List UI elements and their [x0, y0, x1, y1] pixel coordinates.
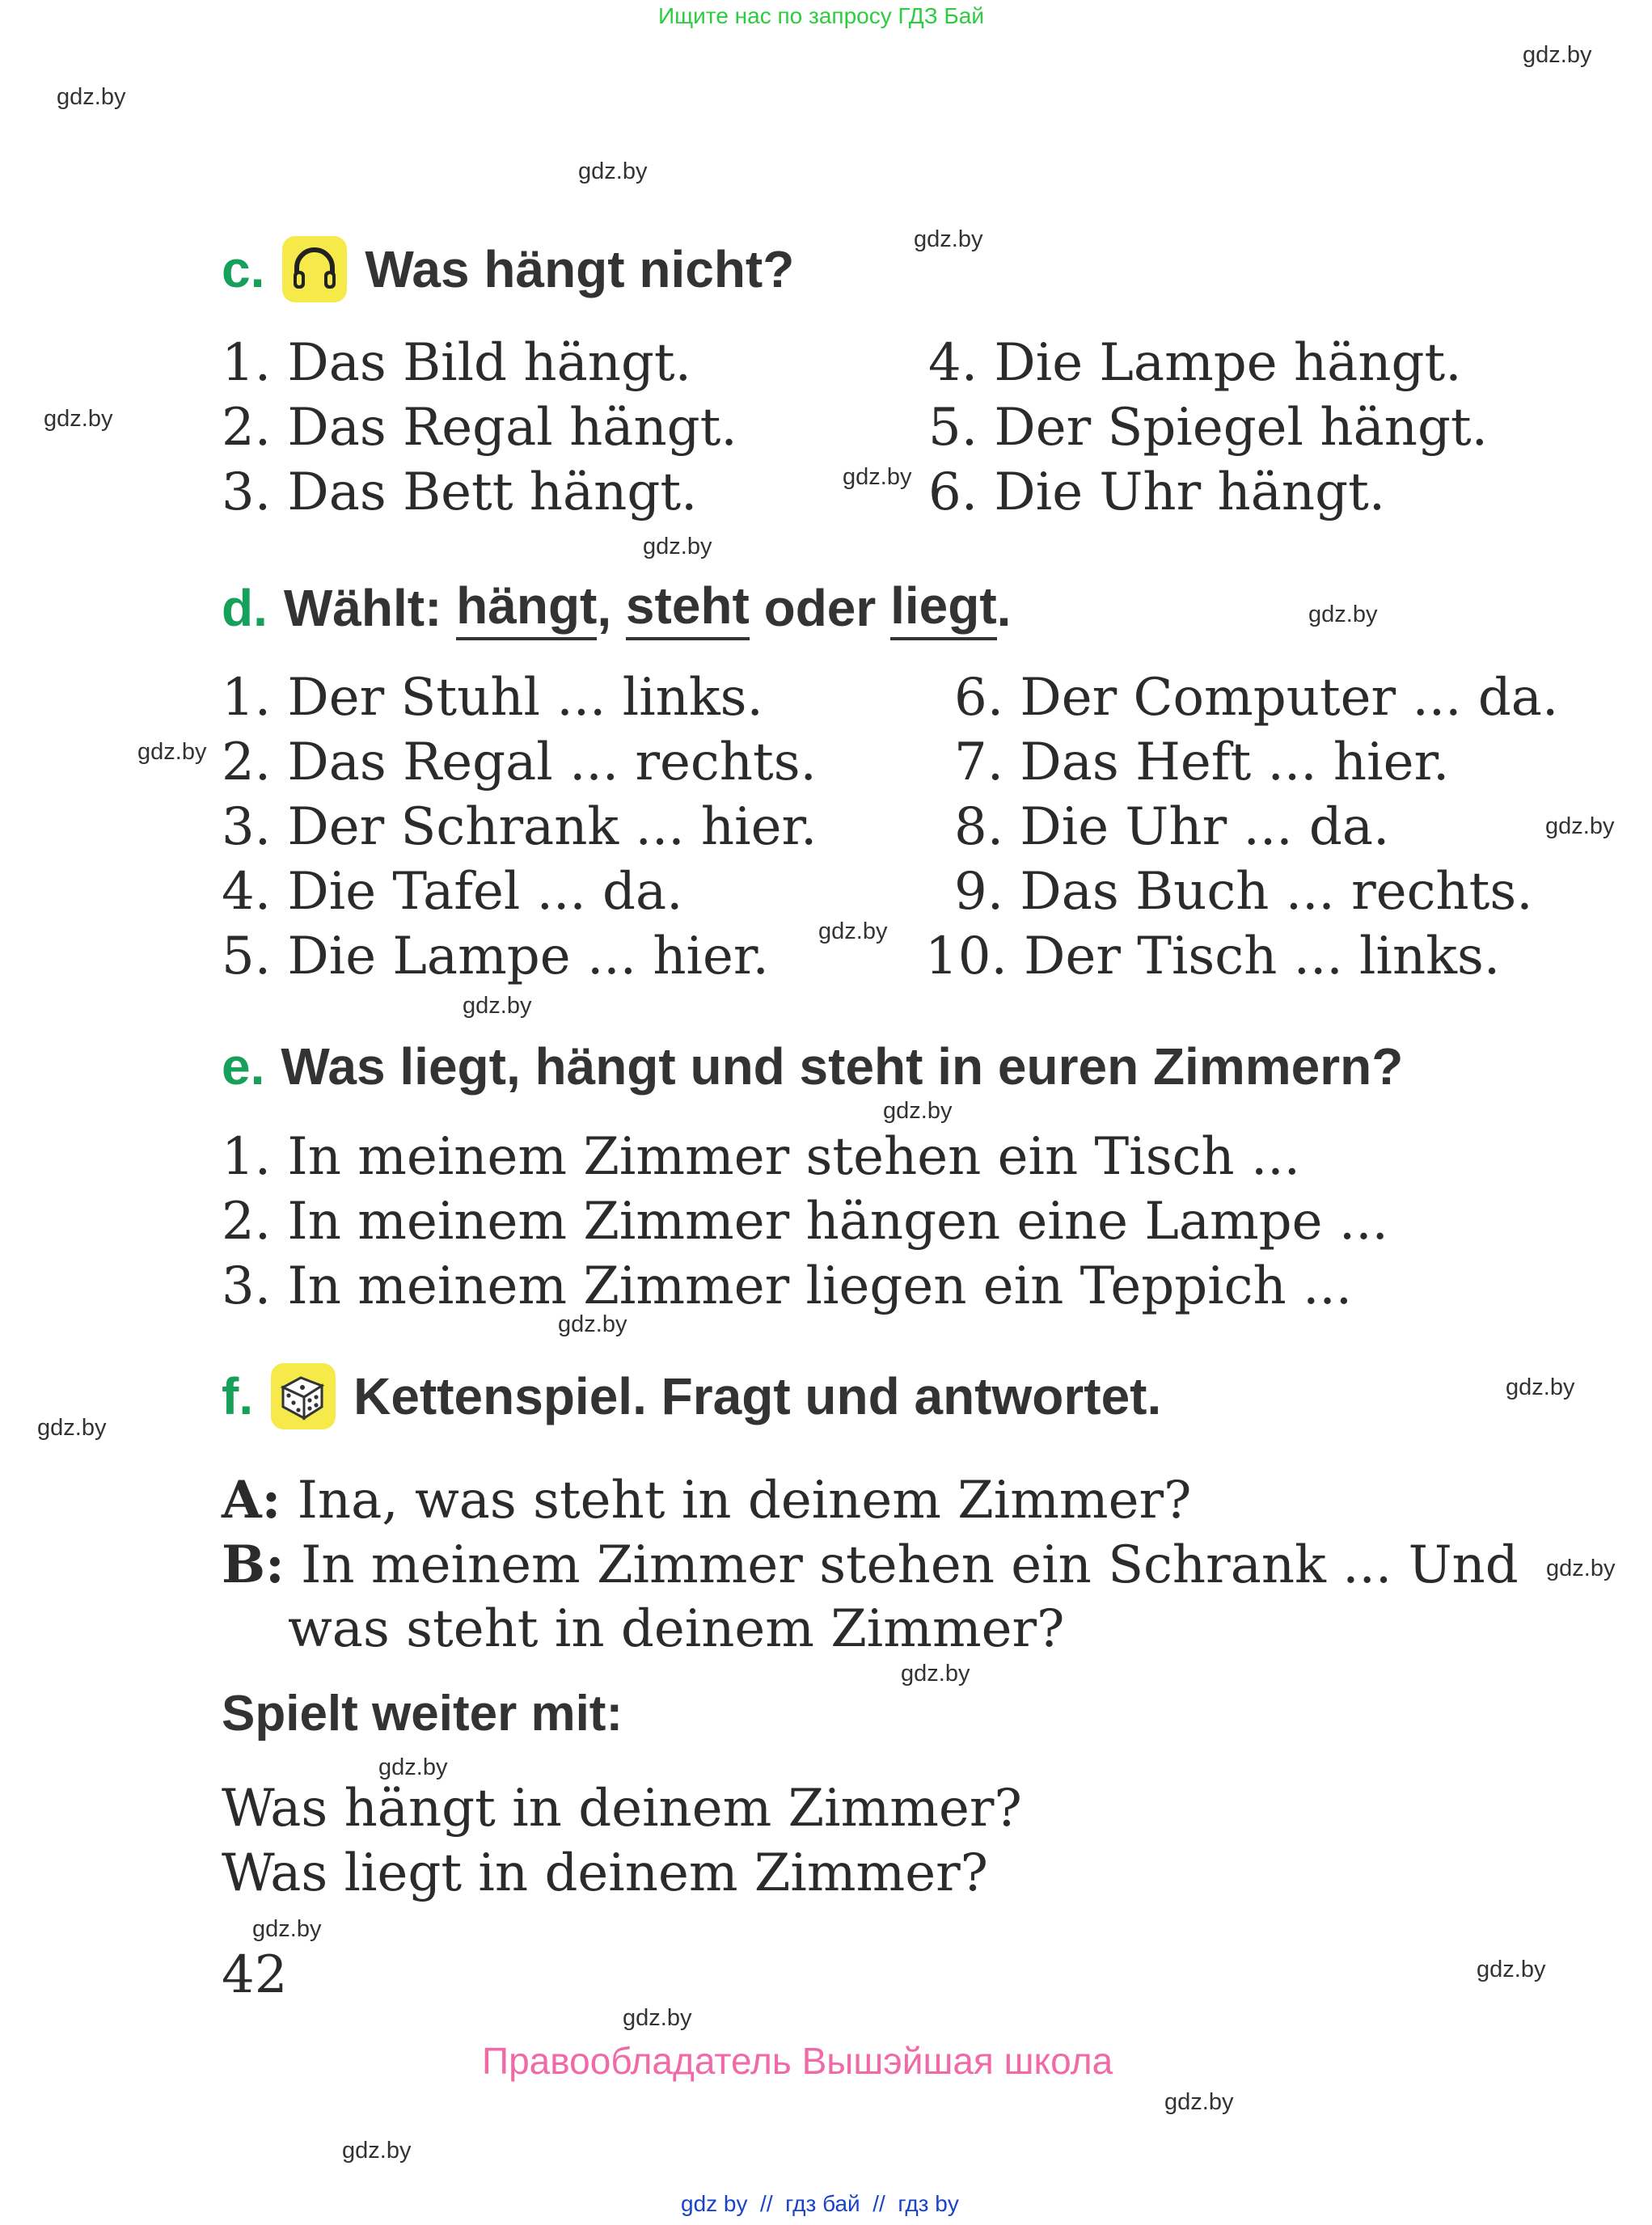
- watermark: gdz.by: [37, 1415, 107, 1441]
- speaker-a-label: A:: [222, 1470, 281, 1530]
- page-number: 42: [222, 1945, 288, 2005]
- word-haengt: hängt: [456, 576, 597, 640]
- watermark: gdz.by: [44, 406, 113, 432]
- speaker-b-text: In meinem Zimmer stehen ein Schrank ... Und: [301, 1535, 1519, 1595]
- list-item: 2. Das Regal ... rechts.: [222, 733, 817, 792]
- word-oder: oder: [749, 579, 891, 637]
- section-title: Kettenspiel. Fragt und antwortet.: [353, 1367, 1162, 1425]
- list-item: 8. Die Uhr ... da.: [954, 797, 1390, 857]
- watermark: gdz.by: [883, 1098, 953, 1124]
- comma: ,: [597, 579, 612, 637]
- section-title: Was liegt, hängt und steht in euren Zimmern?: [281, 1037, 1404, 1096]
- list-item: 3. Der Schrank ... hier.: [222, 797, 818, 857]
- list-item: 2. Das Regal hängt.: [222, 398, 737, 458]
- watermark: gdz.by: [643, 534, 712, 559]
- section-d-heading: [222, 576, 1011, 640]
- dialogue-b: [222, 1535, 1519, 1595]
- list-item: 5. Die Lampe ... hier.: [222, 927, 769, 986]
- list-item: 3. Das Bett hängt.: [222, 462, 698, 522]
- section-title: Was hängt nicht?: [365, 240, 795, 298]
- list-item: 6. Die Uhr hängt.: [928, 462, 1386, 522]
- list-item: 9. Das Buch ... rechts.: [954, 862, 1533, 922]
- list-item: 5. Der Spiegel hängt.: [928, 398, 1488, 458]
- watermark: gdz.by: [901, 1661, 970, 1687]
- sub-title: Spielt weiter mit:: [222, 1686, 623, 1742]
- list-item: 4. Die Tafel ... da.: [222, 862, 683, 922]
- list-item: 1. Das Bild hängt.: [222, 333, 691, 393]
- speaker-a-text: Ina, was steht in deinem Zimmer?: [297, 1471, 1192, 1530]
- watermark: gdz.by: [818, 918, 888, 944]
- question: Was liegt in deinem Zimmer?: [222, 1843, 988, 1903]
- section-c-heading: [222, 236, 794, 302]
- watermark: gdz.by: [463, 993, 532, 1019]
- section-letter: f.: [222, 1367, 254, 1425]
- period: .: [996, 579, 1012, 637]
- dialogue-a: [222, 1470, 1191, 1530]
- dice-icon: [271, 1363, 336, 1429]
- headphones-icon: [282, 236, 347, 302]
- word-liegt: liegt: [890, 576, 997, 640]
- watermark: gdz.by: [252, 1916, 322, 1942]
- watermark: gdz.by: [578, 158, 648, 184]
- list-item: 3. In meinem Zimmer liegen ein Teppich ...: [222, 1256, 1353, 1316]
- watermark: gdz.by: [843, 464, 912, 490]
- list-item: 10. Der Tisch ... links.: [925, 927, 1501, 986]
- section-letter: c.: [222, 240, 265, 298]
- top-banner: Ищите нас по запросу ГДЗ Бай: [658, 3, 985, 28]
- watermark: gdz.by: [57, 84, 126, 110]
- list-item: 4. Die Lampe hängt.: [928, 333, 1462, 393]
- watermark: gdz.by: [342, 2138, 412, 2164]
- watermark: gdz.by: [1506, 1374, 1575, 1400]
- list-item: 2. In meinem Zimmer hängen eine Lampe ...: [222, 1192, 1388, 1252]
- watermark: gdz.by: [1545, 813, 1615, 839]
- list-item: 6. Der Computer ... da.: [954, 668, 1559, 728]
- section-f-heading: [222, 1363, 1161, 1429]
- speaker-b-label: B:: [222, 1535, 285, 1595]
- watermark: gdz.by: [1164, 2089, 1234, 2115]
- watermark: gdz.by: [1546, 1556, 1616, 1581]
- list-item: 1. Der Stuhl ... links.: [222, 668, 763, 728]
- title-prefix: Wählt:: [283, 579, 442, 637]
- section-letter: d.: [222, 579, 268, 637]
- watermark: gdz.by: [558, 1311, 627, 1337]
- bottom-links[interactable]: gdz by // гдз бай // гдз by: [681, 2191, 959, 2216]
- watermark: gdz.by: [914, 226, 983, 252]
- watermark: gdz.by: [1308, 602, 1378, 627]
- watermark: gdz.by: [1477, 1957, 1546, 1982]
- rights-holder: Правообладатель Вышэйшая школа: [482, 2040, 1113, 2082]
- watermark: gdz.by: [1523, 42, 1592, 68]
- question: Was hängt in deinem Zimmer?: [222, 1779, 1022, 1839]
- watermark: gdz.by: [378, 1754, 448, 1780]
- section-letter: e.: [222, 1037, 265, 1096]
- watermark: gdz.by: [623, 2005, 692, 2031]
- word-steht: steht: [626, 576, 750, 640]
- dialogue-b-continued: was steht in deinem Zimmer?: [288, 1599, 1065, 1659]
- list-item: 7. Das Heft ... hier.: [954, 733, 1450, 792]
- watermark: gdz.by: [137, 739, 207, 765]
- list-item: 1. In meinem Zimmer stehen ein Tisch ...: [222, 1127, 1300, 1187]
- section-e-heading: [222, 1037, 1403, 1096]
